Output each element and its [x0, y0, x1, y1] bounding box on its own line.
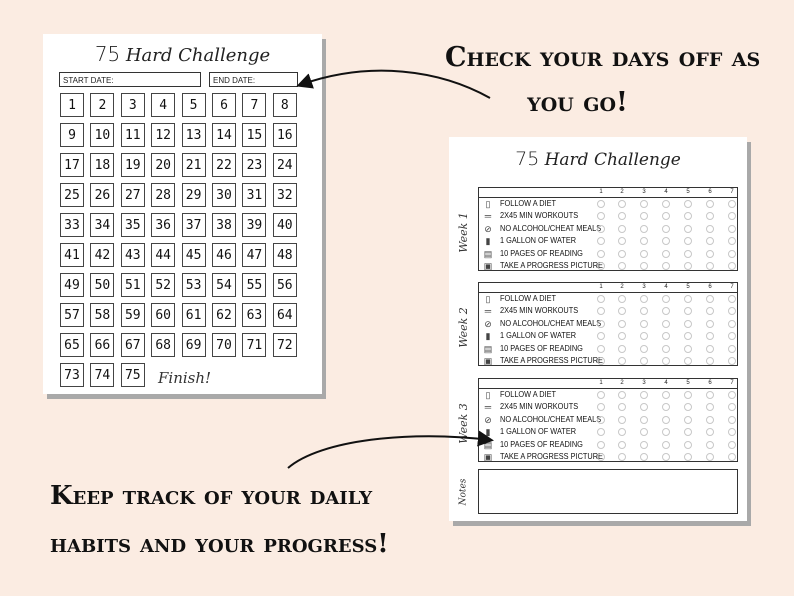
day-box[interactable]: 27: [121, 183, 145, 207]
dumbbell-icon: ═: [484, 402, 492, 413]
habit-label: NO ALCOHOL/CHEAT MEALS: [500, 223, 602, 233]
day-box[interactable]: 47: [242, 243, 266, 267]
calendar-title: 75 Hard Challenge: [94, 42, 271, 66]
day-column-number: 4: [664, 284, 668, 290]
habit-label: 2X45 MIN WORKOUTS: [500, 402, 579, 412]
caption-check-days: Check your days off as you go!: [445, 42, 761, 118]
day-box[interactable]: 1: [60, 93, 84, 117]
habit-label: FOLLOW A DIET: [500, 199, 557, 208]
day-box[interactable]: 16: [273, 123, 297, 147]
day-box[interactable]: 65: [60, 333, 84, 357]
book-icon: ▤: [483, 343, 493, 354]
no-sign-icon: ⊘: [484, 318, 492, 329]
habit-label: FOLLOW A DIET: [500, 390, 557, 399]
dumbbell-icon: ═: [484, 306, 492, 317]
day-box[interactable]: 48: [273, 243, 297, 267]
day-column-number: 3: [642, 189, 646, 195]
day-column-number: 6: [708, 284, 712, 290]
day-box[interactable]: 60: [151, 303, 175, 327]
day-box[interactable]: 72: [273, 333, 297, 357]
day-box[interactable]: 7: [242, 93, 266, 117]
day-box[interactable]: 12: [151, 123, 175, 147]
day-box[interactable]: 49: [60, 273, 84, 297]
day-box[interactable]: 36: [151, 213, 175, 237]
day-box[interactable]: 35: [121, 213, 145, 237]
day-column-number: 2: [620, 284, 624, 290]
day-box[interactable]: 10: [90, 123, 114, 147]
arrow-to-tracker: [288, 436, 490, 468]
habit-label: 1 GALLON OF WATER: [500, 331, 577, 341]
day-box[interactable]: 44: [151, 243, 175, 267]
no-sign-icon: ⊘: [484, 414, 492, 425]
day-box[interactable]: 58: [90, 303, 114, 327]
habit-label: 10 PAGES OF READING: [500, 343, 583, 353]
day-box[interactable]: 15: [242, 123, 266, 147]
arrow-to-calendar: [300, 71, 490, 98]
habit-label: NO ALCOHOL/CHEAT MEALS: [500, 414, 602, 424]
day-column-number: 5: [686, 380, 690, 386]
day-box[interactable]: 9: [60, 123, 84, 147]
week-label: Week 2: [456, 306, 470, 348]
day-box[interactable]: 13: [182, 123, 206, 147]
day-box[interactable]: 24: [273, 153, 297, 177]
day-box[interactable]: 28: [151, 183, 175, 207]
day-column-number: 1: [599, 284, 603, 290]
day-box[interactable]: 33: [60, 213, 84, 237]
day-box[interactable]: 14: [212, 123, 236, 147]
day-box[interactable]: 18: [90, 153, 114, 177]
habit-label: TAKE A PROGRESS PICTURE: [500, 356, 603, 365]
habit-label: 1 GALLON OF WATER: [500, 427, 577, 437]
day-box[interactable]: 57: [60, 303, 84, 327]
notes-label: Notes: [458, 478, 469, 506]
habit-label: 2X45 MIN WORKOUTS: [500, 211, 579, 221]
day-box[interactable]: 6: [212, 93, 236, 117]
day-box[interactable]: 2: [90, 93, 114, 117]
bottle-icon: ▯: [485, 294, 491, 304]
day-column-number: 5: [686, 189, 690, 195]
day-box[interactable]: 26: [90, 183, 114, 207]
day-column-number: 6: [708, 189, 712, 195]
day-box[interactable]: 21: [182, 153, 206, 177]
book-icon: ▤: [483, 439, 493, 450]
day-box[interactable]: 51: [121, 273, 145, 297]
day-box[interactable]: 74: [90, 363, 114, 387]
day-column-number: 3: [642, 380, 646, 386]
habit-label: TAKE A PROGRESS PICTURE: [500, 452, 603, 461]
habit-label: 2X45 MIN WORKOUTS: [500, 306, 579, 316]
day-box[interactable]: 11: [121, 123, 145, 147]
day-box[interactable]: 53: [182, 273, 206, 297]
water-bottle-icon: ▮: [485, 331, 491, 342]
day-box[interactable]: 61: [182, 303, 206, 327]
day-column-number: 4: [664, 189, 668, 195]
day-box[interactable]: 29: [182, 183, 206, 207]
camera-icon: ▣: [483, 452, 493, 462]
habit-label: FOLLOW A DIET: [500, 294, 557, 303]
day-box[interactable]: 31: [242, 183, 266, 207]
day-column-number: 7: [730, 380, 734, 386]
water-bottle-icon: ▮: [485, 427, 491, 438]
day-box[interactable]: 70: [212, 333, 236, 357]
day-box[interactable]: 54: [212, 273, 236, 297]
day-box[interactable]: 66: [90, 333, 114, 357]
day-box[interactable]: 62: [212, 303, 236, 327]
day-column-number: 1: [599, 189, 603, 195]
caption-track-habits: Keep track of your daily habits and your progress!: [50, 481, 389, 559]
day-box[interactable]: 75: [121, 363, 145, 387]
day-box[interactable]: 5: [182, 93, 206, 117]
day-box[interactable]: 34: [90, 213, 114, 237]
finish-label: Finish!: [158, 369, 212, 387]
day-box[interactable]: 71: [242, 333, 266, 357]
day-box[interactable]: 68: [151, 333, 175, 357]
book-icon: ▤: [483, 248, 493, 259]
day-column-number: 1: [599, 380, 603, 386]
day-box[interactable]: 40: [273, 213, 297, 237]
dumbbell-icon: ═: [484, 211, 492, 222]
day-box[interactable]: 23: [242, 153, 266, 177]
bottle-icon: ▯: [485, 199, 491, 209]
day-box[interactable]: 46: [212, 243, 236, 267]
day-box[interactable]: 19: [121, 153, 145, 177]
start-date-field[interactable]: START DATE:: [59, 72, 201, 87]
day-box[interactable]: 69: [182, 333, 206, 357]
day-box[interactable]: 41: [60, 243, 84, 267]
day-box[interactable]: 45: [182, 243, 206, 267]
day-column-number: 7: [730, 284, 734, 290]
week-label: Week 3: [456, 402, 470, 444]
day-box[interactable]: 32: [273, 183, 297, 207]
habit-label: NO ALCOHOL/CHEAT MEALS: [500, 318, 602, 328]
day-box[interactable]: 52: [151, 273, 175, 297]
day-box[interactable]: 3: [121, 93, 145, 117]
water-bottle-icon: ▮: [485, 236, 491, 247]
day-box[interactable]: 64: [273, 303, 297, 327]
day-column-number: 4: [664, 380, 668, 386]
day-box[interactable]: 73: [60, 363, 84, 387]
day-column-number: 7: [730, 189, 734, 195]
day-box[interactable]: 22: [212, 153, 236, 177]
habit-label: TAKE A PROGRESS PICTURE: [500, 261, 603, 270]
day-box[interactable]: 56: [273, 273, 297, 297]
end-date-field[interactable]: END DATE:: [209, 72, 298, 87]
day-column-number: 2: [620, 189, 624, 195]
day-box[interactable]: 55: [242, 273, 266, 297]
day-box[interactable]: 67: [121, 333, 145, 357]
day-box[interactable]: 63: [242, 303, 266, 327]
tracker-title: 75 Hard Challenge: [515, 148, 681, 170]
day-box[interactable]: 17: [60, 153, 84, 177]
habit-label: 10 PAGES OF READING: [500, 439, 583, 449]
day-box[interactable]: 4: [151, 93, 175, 117]
day-column-number: 2: [620, 380, 624, 386]
day-box[interactable]: 50: [90, 273, 114, 297]
bottle-icon: ▯: [485, 390, 491, 400]
day-box[interactable]: 37: [182, 213, 206, 237]
camera-icon: ▣: [483, 356, 493, 366]
week-label: Week 1: [456, 211, 470, 253]
day-box[interactable]: 43: [121, 243, 145, 267]
day-column-number: 3: [642, 284, 646, 290]
day-box[interactable]: 8: [273, 93, 297, 117]
no-sign-icon: ⊘: [484, 223, 492, 234]
habit-label: 10 PAGES OF READING: [500, 248, 583, 258]
day-box[interactable]: 59: [121, 303, 145, 327]
habit-label: 1 GALLON OF WATER: [500, 236, 577, 246]
day-box[interactable]: 42: [90, 243, 114, 267]
day-box[interactable]: 38: [212, 213, 236, 237]
day-column-number: 5: [686, 284, 690, 290]
day-box[interactable]: 20: [151, 153, 175, 177]
day-box[interactable]: 30: [212, 183, 236, 207]
day-box[interactable]: 39: [242, 213, 266, 237]
day-box[interactable]: 25: [60, 183, 84, 207]
day-column-number: 6: [708, 380, 712, 386]
camera-icon: ▣: [483, 261, 493, 271]
